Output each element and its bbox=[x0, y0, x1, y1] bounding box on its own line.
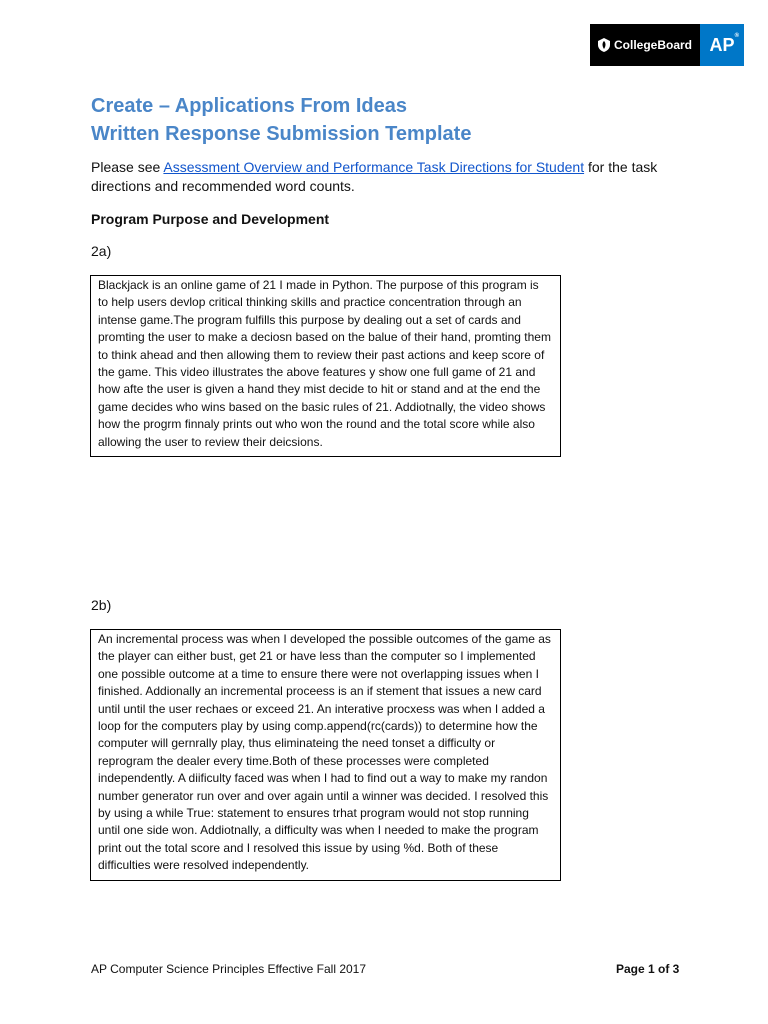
question-2a-label: 2a) bbox=[91, 243, 112, 259]
question-2b-label: 2b) bbox=[91, 597, 112, 613]
intro-suffix: for the task directions and recommended word counts. bbox=[91, 159, 658, 194]
ap-wordmark: AP bbox=[709, 34, 735, 55]
ap-logo bbox=[700, 24, 744, 66]
registered-mark: ® bbox=[734, 33, 739, 39]
title-line-2: Written Response Submission Template bbox=[91, 123, 472, 145]
response-2a-box: Blackjack is an online game of 21 I made in Python. The purpose of this program is to help users devlop critical thinking skills and practice concentration through an intense game.The program fulfills this purpose by dealing out a set of cards and promting the user to make a deciosn based on the balue of their hand, promting them to think ahead and then allowing them to review their past actions and keep score of the game. This video illustrates the above features y show one full game of 21 and how afte the user is given a hand they mist decide to hit or stand and at the end the game decides who wins based on the basic rules of 21. Addiotnally, the video shows how the progrm finnaly prints out who won the round and the total score while also allowing the user to review their deicsions. bbox=[90, 275, 561, 457]
intro-paragraph bbox=[91, 158, 691, 196]
section-heading: Program Purpose and Development bbox=[91, 211, 330, 227]
title-line-1: Create – Applications From Ideas bbox=[91, 95, 408, 117]
footer-course: AP Computer Science Principles Effective Fall 2017 bbox=[91, 962, 367, 976]
footer-page-number: Page 1 of 3 bbox=[616, 962, 680, 976]
collegeboard-logo bbox=[590, 24, 700, 66]
intro-prefix: Please see bbox=[91, 159, 164, 175]
collegeboard-wordmark: CollegeBoard bbox=[613, 38, 692, 52]
directions-link[interactable]: Assessment Overview and Performance Task Directions for Student bbox=[163, 159, 585, 175]
collegeboard-ap-logo bbox=[590, 24, 768, 66]
response-2b-box: An incremental process was when I developed the possible outcomes of the game as the player can either bust, get 21 or have less than the computer so I implemented one possible outcome at a time to ensure there were not overlapping issues when I finished. Addionally an incremental proceess is an if stement that issues a new card until until the user rechaes or exceed 21. An interative procxess was when I added a loop for the computers play by using comp.append(rc(cards)) to determine how the computer will gernrally play, thus eliminateing the need tonset a difficulty or reprogram the dealer every time.Both of these processes were completed independently. A diificulty faced was when I had to find out a way to make my randon number generator run over and over again until a winner was decided. I resolved this by using a while True: statement to ensures trhat program would not stop running until one side won. Addiotnally, a difficulty was when I needed to make the program print out the total score and I resolved this issue by using %d. Both of these difficulties were resolved independently. bbox=[90, 629, 561, 881]
acorn-shield-icon bbox=[598, 38, 610, 52]
document-title bbox=[91, 92, 471, 148]
